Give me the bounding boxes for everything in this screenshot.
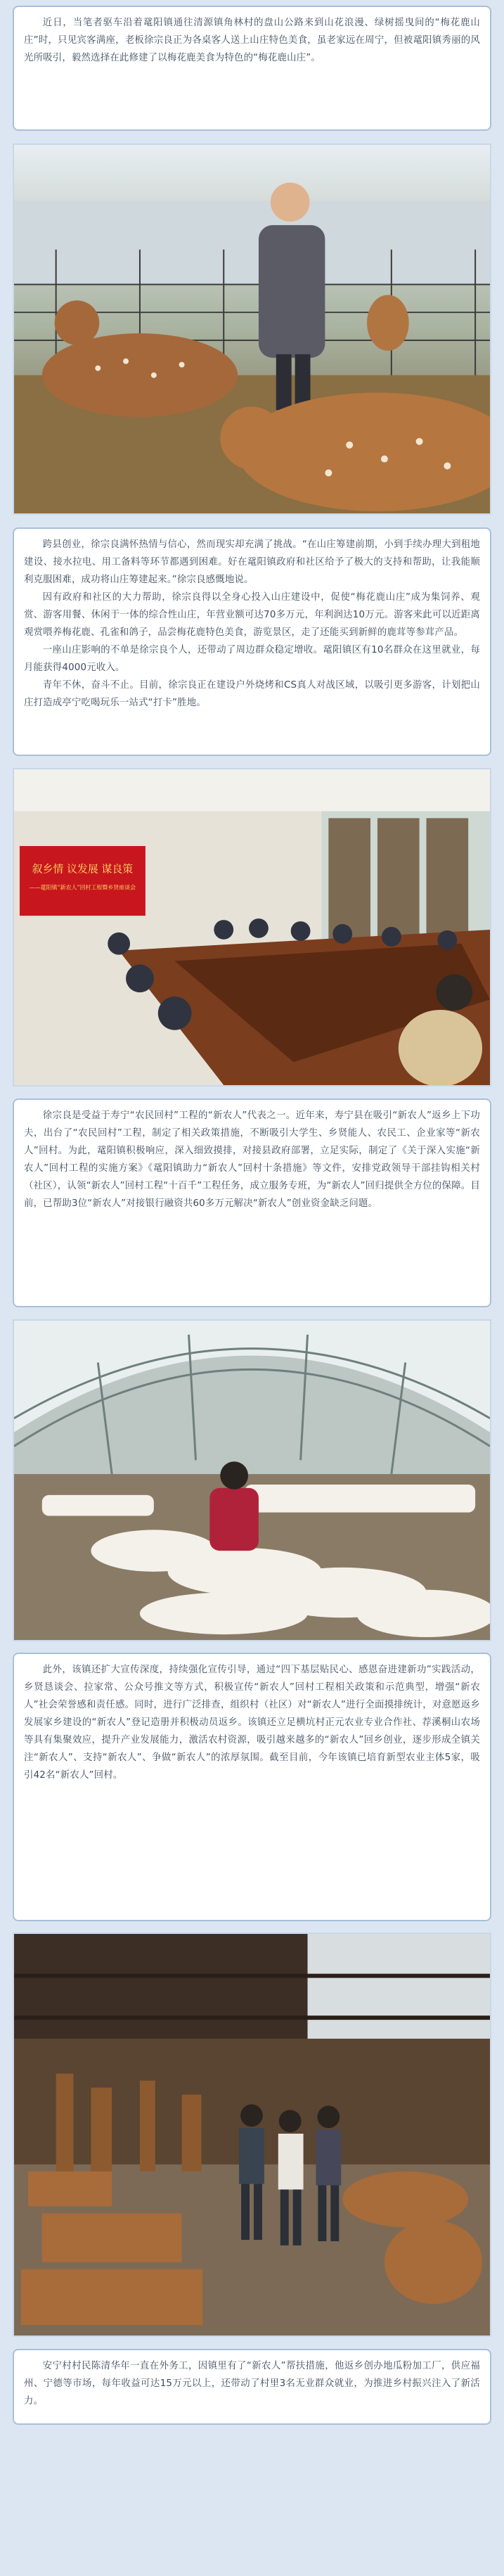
paragraph: 安宁村村民陈清华年一直在外务工，因镇里有了“新农人”帮扶措施，他返乡创办地瓜粉加工厂，供应福州、宁德等市场，每年收益可达15万元以上，还带动了村里3名无业群众就业，为推进乡村振兴注入了新活力。 (24, 2361, 480, 2407)
case-card (13, 2349, 491, 2425)
paragraph: 青年不休，奋斗不止。目前，徐宗良正在建设户外烧烤和CS真人对战区域，以吸引更多游客，计划把山庄打造成亭宁吃喝玩乐一站式“打卡”胜地。 (24, 680, 480, 708)
story-card (13, 527, 491, 756)
greenhouse-photo (13, 1319, 491, 1641)
paragraph: 跨县创业，徐宗良满怀热情与信心，然而现实却充满了挑战。“在山庄筹建前期，小到手续办理大到租地建设、接水拉电、用工备料等环节都遇到困难。好在鼋阳镇政府和社区给予了极大的支持和帮助，让我能顺利克服困难，成功将山庄筹建起来。”徐宗良感慨地说。 (24, 539, 480, 585)
policy-card (13, 1098, 491, 1307)
paragraph: 因有政府和社区的大力帮助，徐宗良得以全身心投入山庄建设中，促使“梅花鹿山庄”成为集饲养、观赏、游客用餐、休闲于一体的综合性山庄，年营业额可达70多万元，年利润达10万元。游客来此可以近距离观赏喂养梅花鹿、孔雀和鸽子，品尝梅花鹿特色美食，游览景区，走了还能买到新鲜的鹿茸等参茸产品。 (24, 592, 480, 638)
intro-card (13, 6, 491, 131)
deer-farm-photo (13, 143, 491, 515)
outreach-card (13, 1653, 491, 1921)
paragraph: 一座山庄影响的不单是徐宗良个人，还带动了周边群众稳定增收。鼋阳镇区有10名群众在这里就业，每月能获得4000元收入。 (24, 645, 480, 673)
banner-line1: 叙乡情 议发展 谋良策 (32, 862, 134, 876)
paragraph: 近日，当笔者驱车沿着鼋阳镇通往清源镇角林村的盘山公路来到山花浪漫、绿树摇曳间的“梅花鹿山庄”时，只见宾客满座，老板徐宗良正为各桌客人送上山庄特色美食，虽老家远在周宁，但被鼋阳镇秀丽的风光所吸引，毅然选择在此修建了以梅花鹿美食为特色的“梅花鹿山庄”。 (24, 18, 480, 63)
banner-line2: ——鼋阳镇“新农人”回村工程暨乡贤座谈会 (29, 884, 136, 891)
meeting-photo (13, 768, 491, 1087)
paragraph: 徐宗良是受益于寿宁“农民回村”工程的“新农人”代表之一。近年来，寿宁县在吸引“新农人”返乡上下功夫，出台了“农民回村”工程，制定了相关政策措施，不断吸引大学生、乡贤能人、农民工、企业家等“新农人”回村。为此，鼋阳镇积极响应，深入细致摸排，对接县政府部署，立足实际，制定了《关于深入实施“新农人”回村工程的实施方案》《鼋阳镇助力“新农人”回村十条措施》等文件，安排党政领导干部挂钩相关村（社区），认领“新农人”回村工程“十百千”工程任务，成立服务专班，为“新农人”回归提供全方位的保障。目前，已帮助3位“新农人”对接银行融资共60多万元解决“新农人”创业资金缺乏问题。 (24, 1110, 480, 1209)
workshop-photo (13, 1933, 491, 2337)
paragraph: 此外，该镇还扩大宣传深度，持续强化宣传引导，通过“四下基层贴民心、感恩奋进建新功”实践活动，乡贤恳谈会、拉家常、公众号推文等方式，积极宣传“新农人”回村工程相关政策和示范典型，增强“新农人”社会荣誉感和责任感。同时，进行广泛排查，组织村（社区）对“新农人”进行全面摸排统计，对意愿返乡发展家乡建设的“新农人”登记造册并积极动员返乡。该镇还立足横坑村正元农业专业合作社、荐溪桐山农场等具有集聚效应，提升产业发展能力，激活农村资源，吸引越来越多的“新农人”回乡创业，逐步形成全镇关注“新农人”、支持“新农人”、争做“新农人”的浓厚氛围。截至目前，今年该镇已培育新型农业主体5家，吸引42名“新农人”回村。 (24, 1665, 480, 1781)
